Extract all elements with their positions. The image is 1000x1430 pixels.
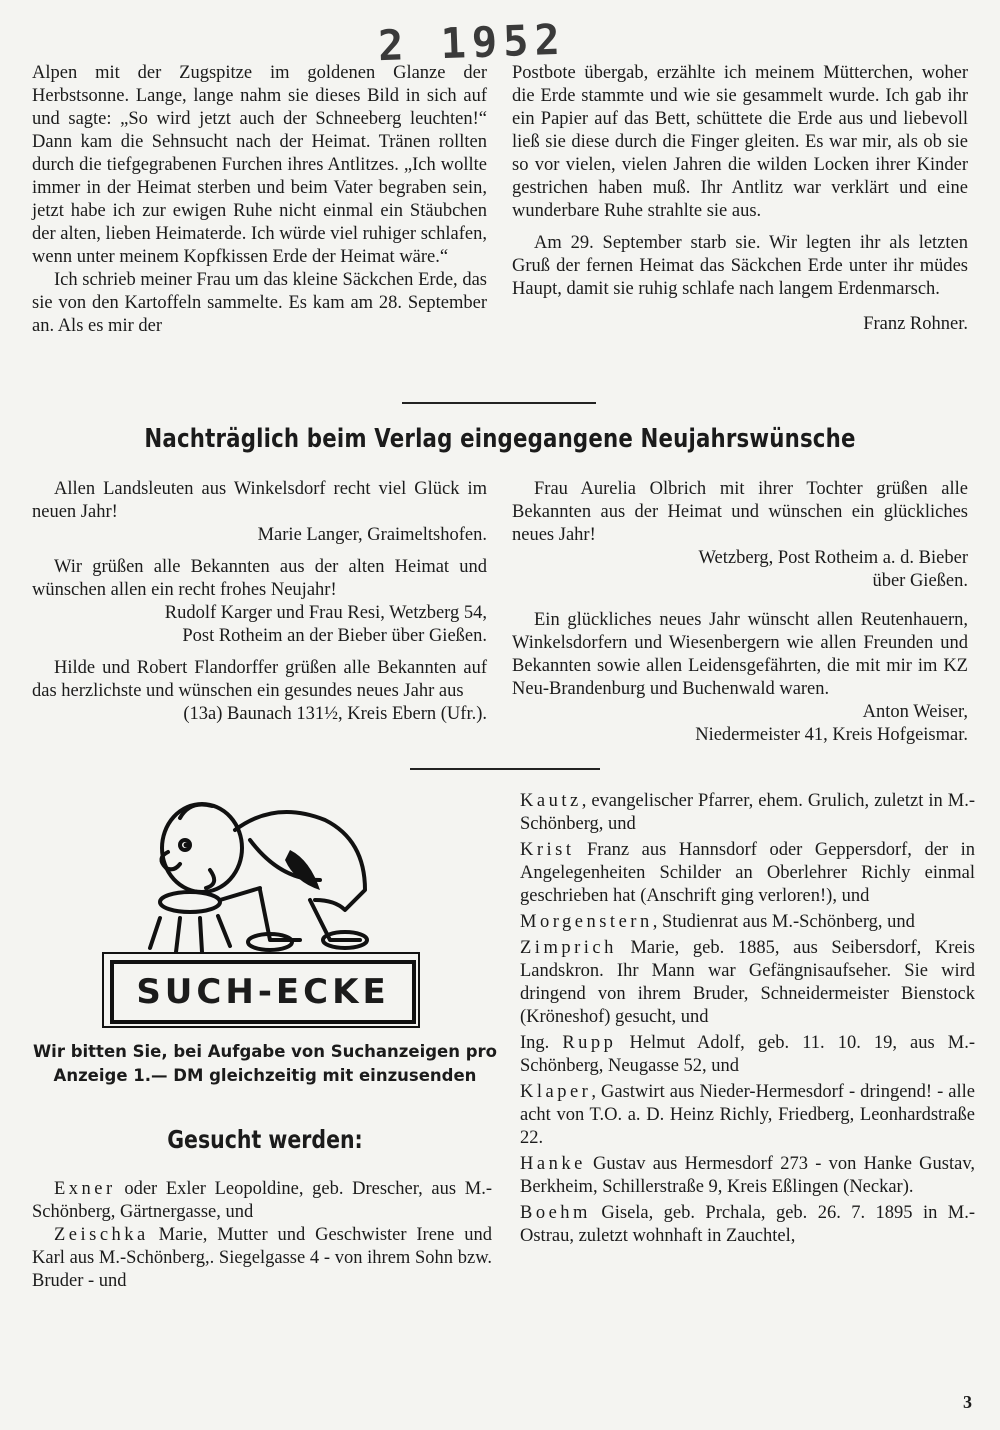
greeting-signature: Wetzberg, Post Rotheim a. d. Bieber <box>698 548 968 568</box>
greeting-text: Allen Landsleuten aus Winkelsdorf recht viel Glück im neuen Jahr! <box>32 479 487 522</box>
search-entry-name: Zeischka <box>54 1225 149 1245</box>
search-entry <box>520 1153 975 1199</box>
search-entry <box>520 937 975 1029</box>
greeting-signature: Post Rotheim an der Bieber über Gießen. <box>182 626 487 646</box>
story-paragraph: Postbote übergab, erzählte ich meinem Mütterchen, woher die Erde stammte und wie sie gesammelt wurde. Ich gab ihr ein Papier auf das Bett, schüttete die Erde aus und liebevoll ließ sie diese durch die Finger gleiten. Es war mir, als ob sie so vor vielen, vielen Jahren die wilden Locken ihrer Kinder gestrichen haben muß. Ihr Antlitz war verklärt und eine wunderbare Ruhe strahlte sie aus. <box>512 63 968 221</box>
page-number: 3 <box>963 1392 972 1412</box>
search-notice: Wir bitten Sie, bei Aufgabe von Suchanzeigen pro Anzeige 1.— DM gleichzeitig mit einzusenden <box>32 1042 498 1085</box>
search-entry <box>520 911 975 934</box>
greeting-signature: (13a) Baunach 131½, Kreis Ebern (Ufr.). <box>183 704 487 724</box>
search-entry <box>32 1224 492 1293</box>
search-entry <box>520 1202 975 1248</box>
greeting-text: Hilde und Robert Flandorffer grüßen alle Bekannten auf das herzlichste und wünschen ein gesundes neues Jahr aus <box>32 658 487 701</box>
story-author: Franz Rohner. <box>863 314 968 334</box>
greeting-signature: Anton Weiser, <box>862 702 968 722</box>
search-entry-name: Zimprich <box>520 938 617 958</box>
issue-stamp: 2 1952 <box>377 14 567 71</box>
greetings-right-column <box>512 478 968 747</box>
story-paragraph: Alpen mit der Zugspitze im goldenen Glanze der Herbstsonne. Lange, lange nahm sie dieses Bild in sich auf und sagte: „So wird jetzt auch der Schneeberg leuchten!“ Dann kam die Sehnsucht nach der Heimat. Tränen rollten durch die tiefgegrabenen Furchen ihres Antlitzes. „Ich wollte immer in der Heimat sterben und beim Vater begraben sein, jetzt habe ich zur ewigen Ruhe nicht einmal ein Stäubchen der alten, lieben Heimaterde. Ich würde viel ruhiger schlafen, wenn unter meinem Kopfkissen Erde der Heimat wäre.“ <box>32 63 487 267</box>
greeting-text: Wir grüßen alle Bekannten aus der alten Heimat und wünschen allen ein recht frohes Neujahr! <box>32 557 487 600</box>
search-entry-name: Hanke <box>520 1154 586 1174</box>
section-divider <box>402 402 596 404</box>
search-entry <box>520 839 975 908</box>
search-entry <box>32 1178 492 1224</box>
search-entry-name: Klaper <box>520 1082 592 1102</box>
search-entry-text: , Gastwirt aus Nieder-Hermesdorf - dringend! - alle acht von T.O. a. D. Heinz Richly, Friedberg, Leonhardstraße 22. <box>520 1082 975 1148</box>
greeting-text: Ein glückliches neues Jahr wünscht allen Reutenhauern, Winkelsdorfern und Wiesenbergern wie allen Freunden und Bekannten sowie allen Leidensgefährten, die mit mir im KZ Neu-Brandenburg und Buchenwald waren. <box>512 610 968 699</box>
search-right-column <box>520 790 975 1248</box>
search-entry-text: Gustav aus Hermesdorf 273 - von Hanke Gustav, Berkheim, Schillerstraße 9, Kreis Eßlingen (Neckar). <box>520 1154 975 1197</box>
detective-cartoon-illustration <box>140 790 400 960</box>
story-right-column <box>512 62 968 336</box>
greetings-left-column <box>32 478 487 726</box>
section-divider <box>410 768 600 770</box>
search-entry-text: Franz aus Hannsdorf oder Geppersdorf, der in Angelegenheiten Schilder an Oberlehrer Richly einmal geschrieben hat (Anschrift ging verloren!), und <box>520 840 975 906</box>
search-entry-name: Boehm <box>520 1203 591 1223</box>
search-entry-name: Kautz <box>520 791 582 811</box>
search-entry-text: Helmut Adolf, geb. 11. 10. 19, aus M.-Schönberg, Neugasse 52, und <box>520 1033 975 1076</box>
search-entry-text: , Studienrat aus M.-Schönberg, und <box>652 912 915 932</box>
greeting-signature: über Gießen. <box>872 571 968 591</box>
search-entry-name: Morgenstern <box>520 912 653 932</box>
search-entry-name: Rupp <box>562 1033 617 1053</box>
search-entry-name: Exner <box>54 1179 116 1199</box>
search-entry <box>520 1081 975 1150</box>
greetings-heading: Nachträglich beim Verlag eingegangene Neujahrswünsche <box>144 424 856 454</box>
search-entry-text: Gisela, geb. Prchala, geb. 26. 7. 1895 in M.-Ostrau, zuletzt wohnhaft in Zauchtel, <box>520 1203 975 1246</box>
story-paragraph: Ich schrieb meiner Frau um das kleine Säckchen Erde, das sie von den Kartoffeln sammelte. Es kam am 28. September an. Als es mir der <box>32 270 487 336</box>
search-entry-text: Marie, Mutter und Geschwister Irene und Karl aus M.-Schönberg,. Siegelgasse 4 - von ihrem Sohn bzw. Bruder - und <box>32 1225 492 1291</box>
story-paragraph: Am 29. September starb sie. Wir legten ihr als letzten Gruß der fernen Heimat das Säckchen Erde unter ihr müdes Haupt, damit sie ruhig schlafe nach langem Erdenmarsch. <box>512 233 968 299</box>
search-entry-text: , evangelischer Pfarrer, ehem. Grulich, zuletzt in M.-Schönberg, und <box>520 791 975 834</box>
search-entry-text: Marie, geb. 1885, aus Seibersdorf, Kreis Landskron. Ihr Mann war Gefängnisaufseher. Sie wird dringend von ihrem Bruder, Schneidermeister Bienstock (Kröneshof) gesucht, und <box>520 938 975 1027</box>
greeting-signature: Marie Langer, Graimeltshofen. <box>257 525 487 545</box>
search-entry-prefix: Ing. <box>520 1033 563 1053</box>
greeting-signature: Rudolf Karger und Frau Resi, Wetzberg 54, <box>164 603 487 623</box>
search-heading: Gesucht werden: <box>167 1125 363 1154</box>
story-left-column <box>32 62 487 338</box>
search-left-column <box>32 1178 492 1293</box>
such-ecke-banner: SUCH-ECKE <box>110 960 416 1024</box>
greeting-signature: Niedermeister 41, Kreis Hofgeismar. <box>695 725 968 745</box>
search-entry <box>520 1032 975 1078</box>
search-entry-text: oder Exler Leopoldine, geb. Drescher, aus M.-Schönberg, Gärtnergasse, und <box>32 1179 492 1222</box>
search-entry-name: Krist <box>520 840 575 860</box>
greeting-text: Frau Aurelia Olbrich mit ihrer Tochter grüßen alle Bekannten aus der Heimat und wünschen ein glückliches neues Jahr! <box>512 479 968 545</box>
search-entry <box>520 790 975 836</box>
